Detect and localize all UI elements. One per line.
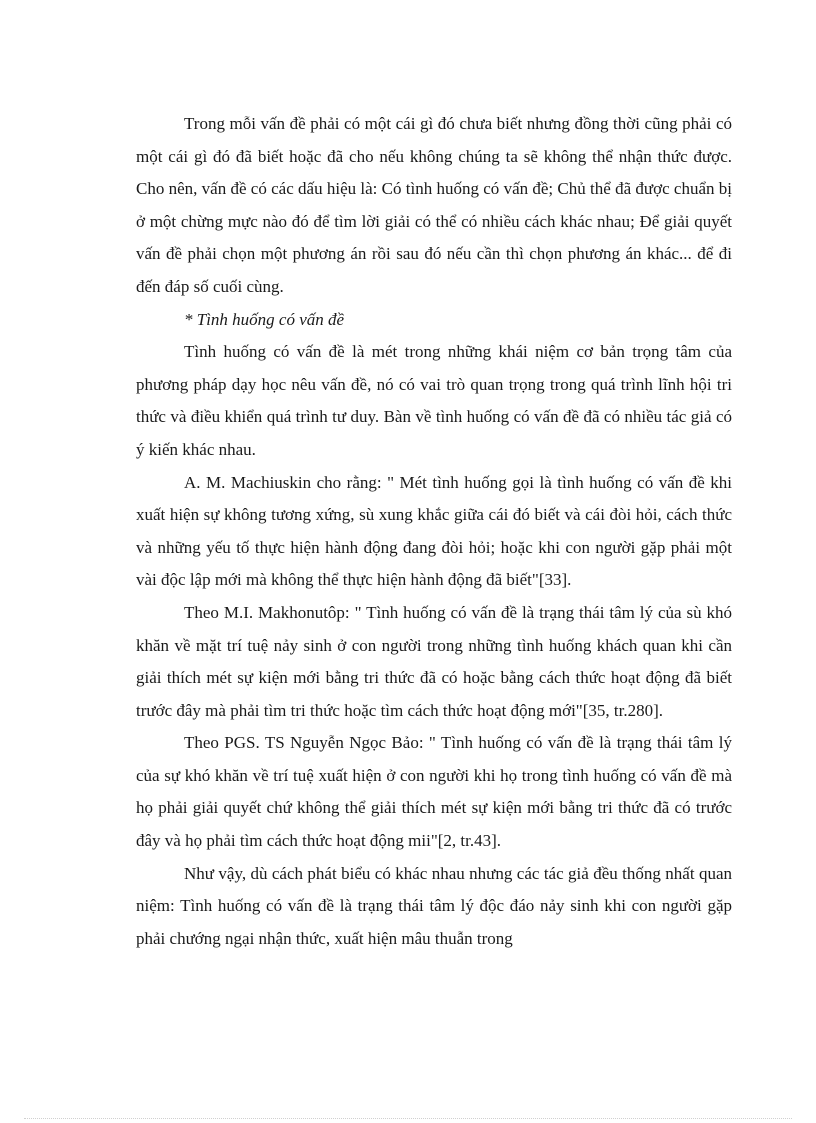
paragraph-makhonutop-quote: Theo M.I. Makhonutôp: " Tình huống có vấn đề là trạng thái tâm lý của sù khó khăn về mặt trí tuệ nảy sinh ở con người trong những tình huống khách quan khi cần giải thích mét sự kiện mới bằng tri thức đã có hoặc bằng cách thức hoạt động đã biết trước đây mà phải tìm tri thức hoặc tìm cách thức hoạt động mới"[35, tr.280]. — [136, 602, 732, 720]
paragraph-machiuskin-quote: A. M. Machiuskin cho rằng: " Mét tình huống gọi là tình huống có vấn đề khi xuất hiện sự không tương xứng, sù xung khắc giữa cái đó biết và cái đòi hỏi, cách thức và những yếu tố thực hiện hành động đang đòi hỏi; hoặc khi con người gặp phải một vài độc lập mới mà không thể thực hiện hành động đã biết"[33]. — [136, 472, 732, 590]
section-heading-problem-situation: * Tình huống có vấn đề — [184, 309, 345, 329]
paragraph-problem-situation-intro: Tình huống có vấn đề là mét trong những khái niệm cơ bản trọng tâm của phương pháp dạy học nêu vấn đề, nó có vai trò quan trọng trong quá trình lĩnh hội tri thức và điều khiển quá trình tư duy. Bàn về tình huống có vấn đề đã có nhiều tác giả có ý kiến khác nhau. — [136, 342, 732, 459]
page-bottom-divider — [24, 1118, 792, 1119]
paragraph-nguyen-ngoc-bao-quote: Theo PGS. TS Nguyễn Ngọc Bảo: " Tình huống có vấn đề là trạng thái tâm lý của sự khó khăn về trí tuệ xuất hiện ở con người khi họ trong tình huống có vấn đề mà họ phải giải quyết chứ không thể giải thích mét sự kiện mới bằng tri thức đã có trước đây và họ phải tìm cách thức hoạt động mii"[2, tr.43]. — [136, 733, 732, 851]
paragraph-problem-signs: Trong mỗi vấn đề phải có một cái gì đó chưa biết nhưng đồng thời cũng phải có một cái gì đó đã biết hoặc đã cho nếu không chúng ta sẽ không thể nhận thức được. Cho nên, vấn đề có các dấu hiệu là: Có tình huống có vấn đề; Chủ thể đã được chuẩn bị ở một chừng mực nào đó để tìm lời giải có thể có nhiều cách khác nhau; Để giải quyết vấn đề phải chọn một phương án rồi sau đó nếu cần thì chọn phương án khác... để đi đến đáp số cuối cùng. — [136, 114, 732, 296]
document-page — [136, 108, 732, 955]
paragraph-conclusion: Như vậy, dù cách phát biểu có khác nhau nhưng các tác giả đều thống nhất quan niệm: Tình huống có vấn đề là trạng thái tâm lý độc đáo nảy sinh khi con người gặp phải chướng ngại nhận thức, xuất hiện mâu thuẫn trong — [136, 863, 732, 948]
